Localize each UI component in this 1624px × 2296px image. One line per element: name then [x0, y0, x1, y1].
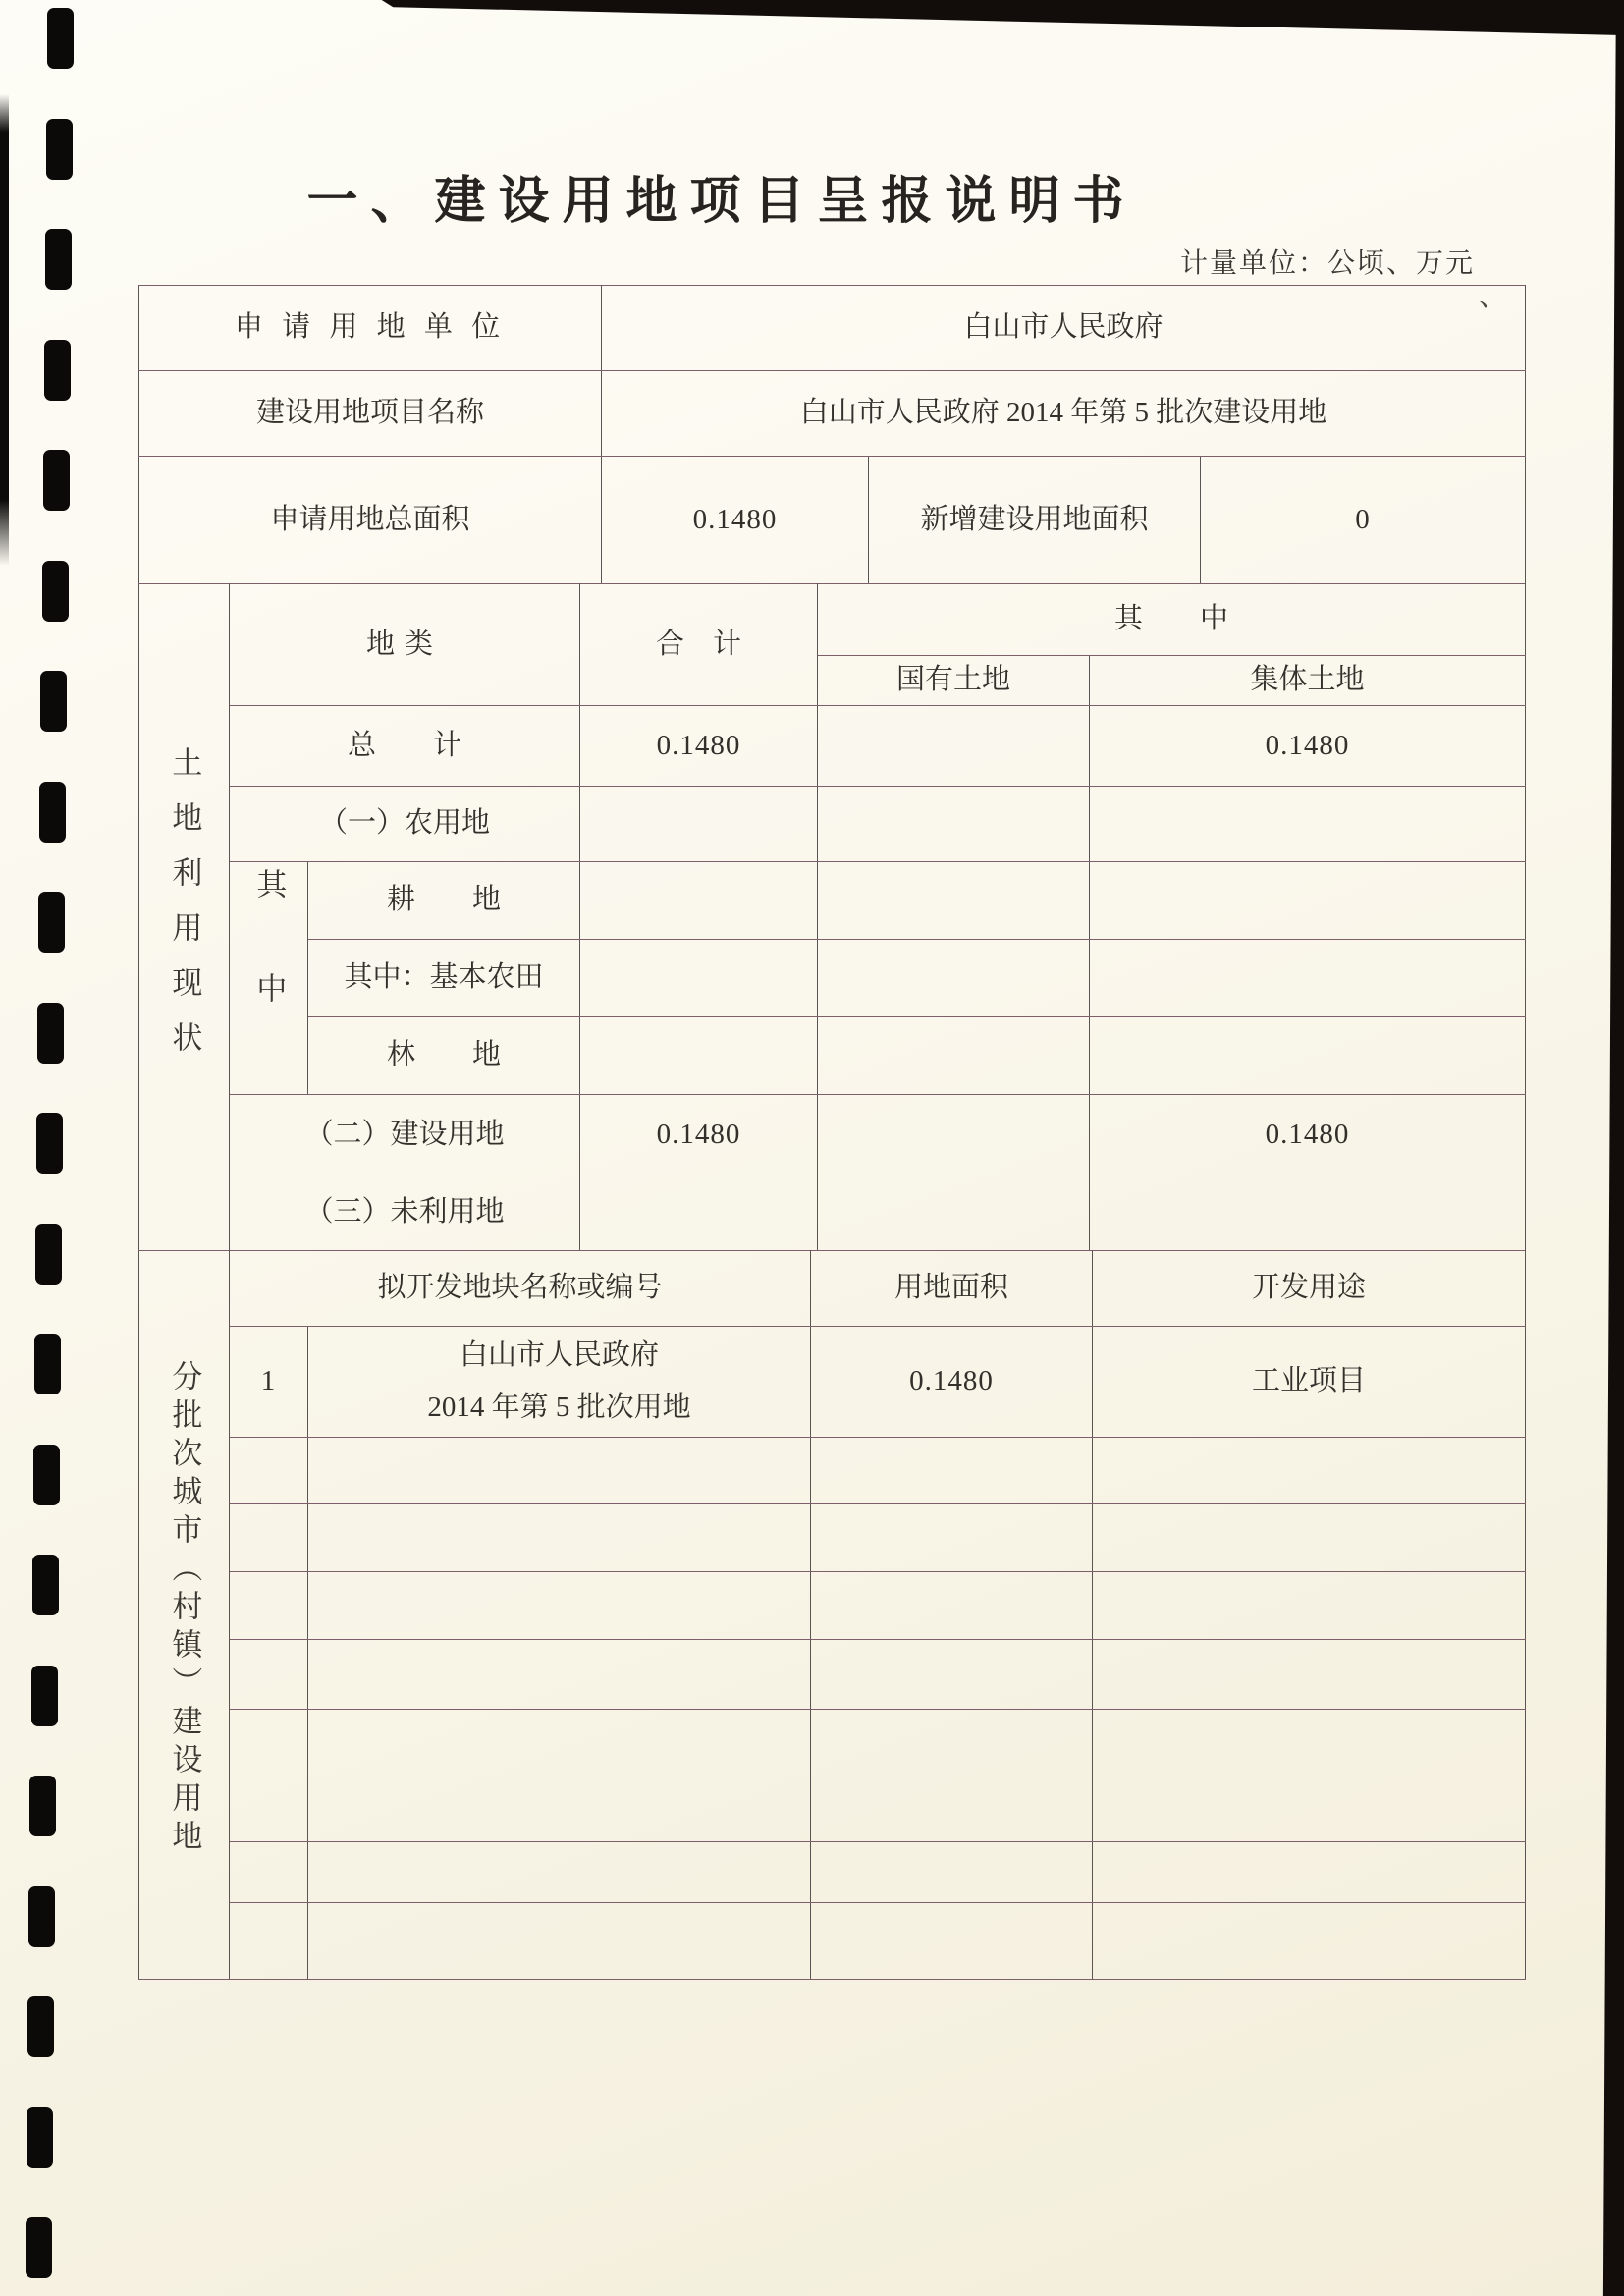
empty-cell — [811, 1777, 1093, 1842]
table-row — [139, 286, 1526, 371]
empty-cell — [1090, 1175, 1526, 1251]
empty-cell — [230, 1903, 308, 1980]
table-row — [139, 1640, 1526, 1710]
agricultural-land-label: （一）农用地 — [230, 787, 580, 862]
binder-hole — [44, 340, 71, 401]
empty-cell — [1093, 1572, 1526, 1640]
table-row — [139, 1017, 1526, 1095]
empty-cell — [580, 1175, 818, 1251]
binder-hole — [47, 8, 74, 69]
binder-hole — [34, 1334, 61, 1394]
plot-name-line2: 2014 年第 5 批次用地 — [427, 1392, 691, 1423]
empty-cell — [1093, 1438, 1526, 1504]
binder-hole — [39, 782, 66, 843]
table-row — [139, 1175, 1526, 1251]
empty-cell — [1090, 787, 1526, 862]
empty-cell — [580, 787, 818, 862]
empty-cell — [230, 1710, 308, 1777]
measurement-unit-note: 计量单位：公顷、万元 — [1179, 248, 1475, 279]
among-header: 其 中 — [818, 584, 1526, 656]
empty-cell — [1093, 1710, 1526, 1777]
applicant-label: 申 请 用 地 单 位 — [139, 286, 602, 371]
table-row — [139, 371, 1526, 457]
binder-hole — [33, 1445, 60, 1505]
empty-cell — [308, 1842, 811, 1903]
binder-hole — [36, 1113, 63, 1174]
empty-cell — [811, 1710, 1093, 1777]
project-name-label: 建设用地项目名称 — [139, 371, 602, 457]
binder-hole — [27, 2107, 53, 2168]
land-use-status-table — [138, 583, 1526, 1251]
binder-hole — [31, 1666, 58, 1726]
table-row — [139, 940, 1526, 1017]
application-summary-table — [138, 285, 1526, 584]
empty-cell — [818, 862, 1090, 940]
binder-hole — [28, 1886, 55, 1947]
applicant-value: 白山市人民政府 — [602, 286, 1526, 371]
binder-holes — [0, 0, 118, 2296]
binder-hole — [35, 1224, 62, 1285]
empty-cell — [308, 1504, 811, 1572]
unused-land-label: （三）未利用地 — [230, 1175, 580, 1251]
empty-cell — [1093, 1842, 1526, 1903]
binder-hole — [38, 892, 65, 953]
state-owned-header: 国有土地 — [818, 656, 1090, 706]
table-row — [139, 1504, 1526, 1572]
forest-land-label: 林 地 — [308, 1017, 580, 1095]
table-row — [139, 1327, 1526, 1438]
table-row — [139, 1903, 1526, 1980]
plot-number: 1 — [230, 1327, 308, 1438]
empty-cell — [811, 1903, 1093, 1980]
table-row — [139, 787, 1526, 862]
table-row — [139, 862, 1526, 940]
empty-cell — [1093, 1640, 1526, 1710]
total-area-label: 申请用地总面积 — [139, 457, 602, 584]
scan-edge-right — [1600, 0, 1624, 2296]
table-row — [139, 1438, 1526, 1504]
batch-side-label: 分批次城市（村镇）建设用地 — [139, 1251, 230, 1980]
construction-land-label: （二）建设用地 — [230, 1095, 580, 1175]
empty-cell — [1090, 1017, 1526, 1095]
plot-area-value: 0.1480 — [811, 1327, 1093, 1438]
binder-hole — [46, 119, 73, 180]
new-construction-area-label: 新增建设用地面积 — [869, 457, 1201, 584]
development-use-value: 工业项目 — [1093, 1327, 1526, 1438]
binder-hole — [37, 1003, 64, 1064]
development-use-header: 开发用途 — [1093, 1251, 1526, 1327]
empty-cell — [811, 1640, 1093, 1710]
empty-cell — [818, 787, 1090, 862]
category-header: 地类 — [230, 584, 580, 706]
empty-cell — [811, 1504, 1093, 1572]
plot-area-header: 用地面积 — [811, 1251, 1093, 1327]
empty-cell — [1090, 940, 1526, 1017]
empty-cell — [308, 1438, 811, 1504]
binder-hole — [42, 561, 69, 622]
empty-cell — [811, 1842, 1093, 1903]
construction-land-collective: 0.1480 — [1090, 1095, 1526, 1175]
table-row — [139, 1842, 1526, 1903]
cultivated-land-label: 耕 地 — [308, 862, 580, 940]
empty-cell — [811, 1572, 1093, 1640]
table-row — [139, 1572, 1526, 1640]
batch-development-table — [138, 1250, 1526, 1980]
table-row — [139, 584, 1526, 656]
empty-cell — [1093, 1903, 1526, 1980]
new-construction-area-value: 0 — [1201, 457, 1526, 584]
plot-name-header: 拟开发地块名称或编号 — [230, 1251, 811, 1327]
empty-cell — [580, 1017, 818, 1095]
scan-edge-top — [0, 0, 1624, 39]
empty-cell — [230, 1572, 308, 1640]
empty-cell — [1093, 1504, 1526, 1572]
empty-cell — [230, 1504, 308, 1572]
land-use-side-label: 土地利用现状 — [139, 584, 230, 1251]
binder-hole — [43, 450, 70, 511]
binder-hole — [32, 1555, 59, 1615]
empty-cell — [818, 940, 1090, 1017]
empty-cell — [308, 1903, 811, 1980]
empty-cell — [580, 862, 818, 940]
empty-cell — [308, 1710, 811, 1777]
empty-cell — [818, 1095, 1090, 1175]
binder-hole — [27, 1996, 54, 2057]
empty-cell — [811, 1438, 1093, 1504]
plot-name-line1: 白山市人民政府 — [460, 1339, 660, 1371]
table-row — [139, 706, 1526, 787]
empty-cell — [580, 940, 818, 1017]
project-name-value: 白山市人民政府 2014 年第 5 批次建设用地 — [602, 371, 1526, 457]
binder-hole — [45, 229, 72, 290]
empty-cell — [230, 1438, 308, 1504]
grand-total-label: 总 计 — [230, 706, 580, 787]
empty-cell — [818, 1175, 1090, 1251]
grand-total-value: 0.1480 — [580, 706, 818, 787]
plot-name — [308, 1327, 811, 1438]
construction-land-total: 0.1480 — [580, 1095, 818, 1175]
total-area-value: 0.1480 — [602, 457, 869, 584]
table-row — [139, 1251, 1526, 1327]
collective-header: 集体土地 — [1090, 656, 1526, 706]
grand-total-collective-value: 0.1480 — [1090, 706, 1526, 787]
empty-cell — [230, 1777, 308, 1842]
total-header: 合 计 — [580, 584, 818, 706]
empty-cell — [230, 1842, 308, 1903]
page-title: 一、建设用地项目呈报说明书 — [306, 173, 1137, 230]
stray-punctuation-mark: 、 — [1479, 282, 1507, 312]
empty-cell — [308, 1640, 811, 1710]
empty-cell — [818, 1017, 1090, 1095]
empty-cell — [1093, 1777, 1526, 1842]
empty-cell — [308, 1572, 811, 1640]
empty-cell — [1090, 862, 1526, 940]
binder-hole — [40, 671, 67, 732]
table-row — [139, 457, 1526, 584]
binder-hole — [26, 2217, 52, 2278]
table-row — [139, 1710, 1526, 1777]
table-row — [139, 1095, 1526, 1175]
empty-cell — [818, 706, 1090, 787]
empty-cell — [230, 1640, 308, 1710]
among-side-label: 其中 — [230, 862, 308, 1095]
empty-cell — [308, 1777, 811, 1842]
binder-hole — [29, 1776, 56, 1836]
table-row — [139, 1777, 1526, 1842]
basic-farmland-label: 其中：基本农田 — [308, 940, 580, 1017]
